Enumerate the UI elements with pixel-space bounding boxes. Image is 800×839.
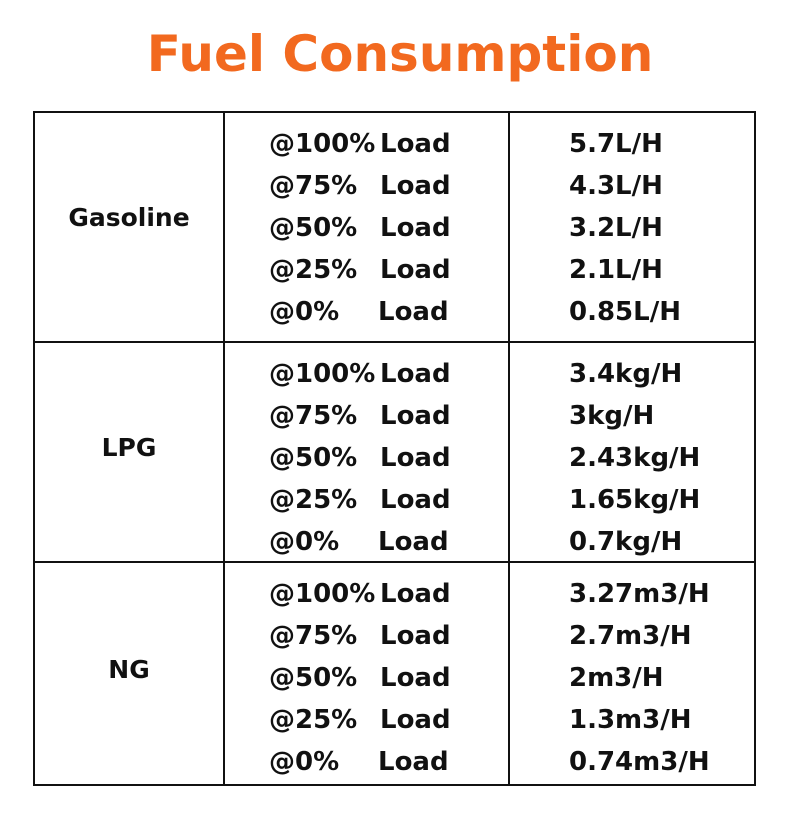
- load-label: Load: [380, 705, 451, 735]
- table-row: [35, 741, 754, 783]
- table-row: [35, 123, 754, 165]
- consumption-value: 0.74m3/H: [569, 747, 710, 777]
- table-row: [35, 657, 754, 699]
- load-percent: @50%: [269, 213, 358, 243]
- load-percent: @75%: [269, 171, 358, 201]
- load-percent: @25%: [269, 485, 358, 515]
- fuel-group-ng: [35, 561, 754, 784]
- load-label: Load: [380, 579, 451, 609]
- fuel-consumption-table: [33, 111, 756, 786]
- load-label: Load: [380, 401, 451, 431]
- load-label: Load: [380, 485, 451, 515]
- table-row: [35, 165, 754, 207]
- table-row: [35, 521, 754, 563]
- load-percent: @0%: [269, 297, 340, 327]
- load-label: Load: [378, 527, 449, 557]
- table-row: [35, 207, 754, 249]
- consumption-value: 1.65kg/H: [569, 485, 701, 515]
- consumption-value: 2.7m3/H: [569, 621, 692, 651]
- fuel-name: Gasoline: [68, 203, 190, 232]
- fuel-group-gasoline: [35, 113, 754, 341]
- load-label: Load: [380, 359, 451, 389]
- consumption-value: 3.27m3/H: [569, 579, 710, 609]
- fuel-name: LPG: [101, 433, 157, 462]
- table-row: [35, 395, 754, 437]
- load-label: Load: [380, 621, 451, 651]
- load-percent: @0%: [269, 747, 340, 777]
- consumption-value: 3.2L/H: [569, 213, 663, 243]
- fuel-name: NG: [108, 655, 150, 684]
- consumption-value: 0.85L/H: [569, 297, 681, 327]
- load-label: Load: [378, 747, 449, 777]
- load-label: Load: [380, 443, 451, 473]
- table-row: [35, 615, 754, 657]
- consumption-value: 2.43kg/H: [569, 443, 701, 473]
- fuel-group-lpg: [35, 341, 754, 561]
- load-percent: @25%: [269, 705, 358, 735]
- table-row: [35, 699, 754, 741]
- load-percent: @0%: [269, 527, 340, 557]
- load-label: Load: [378, 297, 449, 327]
- load-label: Load: [380, 663, 451, 693]
- load-percent: @100%: [269, 359, 376, 389]
- consumption-value: 4.3L/H: [569, 171, 663, 201]
- consumption-value: 2m3/H: [569, 663, 664, 693]
- table-row: [35, 291, 754, 333]
- table-row: [35, 353, 754, 395]
- consumption-value: 5.7L/H: [569, 129, 663, 159]
- consumption-value: 0.7kg/H: [569, 527, 683, 557]
- table-row: [35, 479, 754, 521]
- table-row: [35, 249, 754, 291]
- load-percent: @50%: [269, 443, 358, 473]
- consumption-value: 3.4kg/H: [569, 359, 683, 389]
- table-row: [35, 573, 754, 615]
- consumption-value: 1.3m3/H: [569, 705, 692, 735]
- consumption-value: 3kg/H: [569, 401, 655, 431]
- page-title: Fuel Consumption: [146, 25, 654, 83]
- load-label: Load: [380, 255, 451, 285]
- load-percent: @75%: [269, 401, 358, 431]
- load-percent: @100%: [269, 129, 376, 159]
- load-label: Load: [380, 171, 451, 201]
- load-percent: @75%: [269, 621, 358, 651]
- load-label: Load: [380, 129, 451, 159]
- consumption-value: 2.1L/H: [569, 255, 663, 285]
- load-percent: @100%: [269, 579, 376, 609]
- load-label: Load: [380, 213, 451, 243]
- load-percent: @25%: [269, 255, 358, 285]
- table-row: [35, 437, 754, 479]
- load-percent: @50%: [269, 663, 358, 693]
